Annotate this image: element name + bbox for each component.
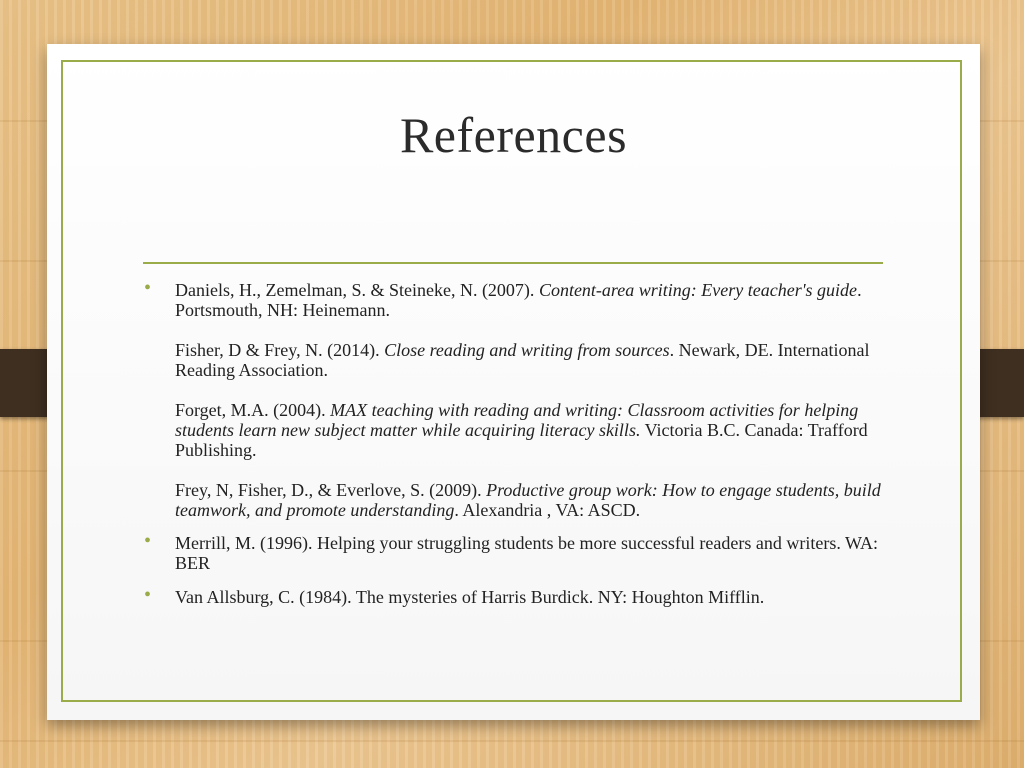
slide-paper bbox=[47, 44, 980, 720]
reference-merrill: • Merrill, M. (1996). Helping your struggling students be more successful readers and writers. WA: BER bbox=[144, 530, 879, 573]
reference-fisher: Fisher, D & Frey, N. (2014). Close reading and writing from sources. Newark, DE. International Reading Association. bbox=[175, 340, 870, 380]
bullet-icon: • bbox=[144, 277, 152, 299]
slide-title: References bbox=[399, 107, 628, 163]
reference-group-1 bbox=[143, 277, 903, 520]
reference-frey: Frey, N, Fisher, D., & Everlove, S. (2009). Productive group work: How to engage students, build teamwork, and promote understanding. Alexandria , VA: ASCD. bbox=[175, 480, 881, 520]
references-list bbox=[143, 277, 903, 607]
bullet-icon: • bbox=[144, 530, 152, 552]
reference-daniels: Daniels, H., Zemelman, S. & Steineke, N. (2007). Content-area writing: Every teacher's guide. Portsmouth, NH: Heinemann. bbox=[175, 280, 862, 320]
reference-van-allsburg: • Van Allsburg, C. (1984). The mysteries of Harris Burdick. NY: Houghton Mifflin. bbox=[144, 584, 765, 607]
bullet-icon: • bbox=[144, 584, 152, 606]
reference-forget: Forget, M.A. (2004). MAX teaching with reading and writing: Classroom activities for helping students learn new subject matter while acquiring literacy skills. Victoria B.C. Canada: Trafford Publishing. bbox=[175, 400, 868, 460]
title-divider bbox=[143, 262, 883, 264]
